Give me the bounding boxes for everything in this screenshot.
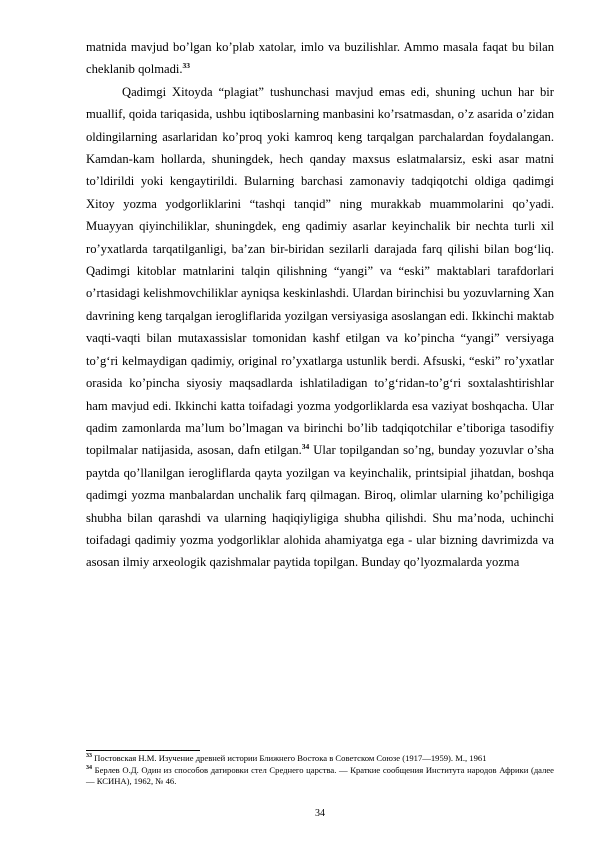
footnote-ref: 33	[182, 61, 191, 71]
document-page	[86, 0, 554, 842]
paragraph-text: Qadimgi Xitoyda “plagiat” tushunchasi mavjud emas edi, shuning uchun har bir muallif, qoida tariqasida, ushbu iqtiboslarning manbasini ko’rsatmasdan, o’z asarida o’zidan oldingilarning asarlaridan ko’proq yoki kamroq keng tarqalgan parchalardan foydalangan. Kamdan-kam hollarda, shuningdek, hech qanday maxsus eslatmalarsiz, eski asar matni to’ldirildi yoki kengaytirildi. Bularning barchasi zamonaviy tadqiqotchi oldiga qadimgi Xitoy yozma yodgorliklarini “tashqi tanqid” ning murakkab muammolarini qo’yadi. Muayyan qiyinchiliklar, shuningdek, eng qadimiy asarlar keyinchalik bir nechta turli xil ro’yxatlarda tarqatilganligi, ba’zan bir-biridan sezilarli darajada farq qilishi bilan bog‘liq. Qadimgi kitoblar matnlarini talqin qilishning “yangi” va “eski” maktablari tarafdorlari o’rtasidagi kelishmovchiliklar ayniqsa keskinlashdi. Ulardan birinchisi bu yozuvlarning Xan davrining keng tarqalgan ierogliflarida yozilgan versiyasiga asoslangan edi. Ikkinchi maktab vaqti-vaqti bilan mutaxassislar tomonidan kashf etilgan va ko’pincha “yangi” versiyaga to’g‘ri kelmaydigan qadimiy, original ro’yxatlarga ustunlik berdi. Afsuski, “eski” ro’yxatlar orasida ko’pincha siyosiy maqsadlarda ishlatiladigan to’g‘ridan-to’g‘ri soxtalashtirishlar ham mavjud edi. Ikkinchi katta toifadagi yozma yodgorliklarda esa vaziyat boshqacha. Ular qadim zamonlarda ma’lum bo’lmagan va birinchi bo’lib tadqiqotchilar e’tiboriga tasodifiy topilmalar natijasida, asosan, dafn etilgan.	[86, 84, 554, 458]
footnote-number: 34	[86, 764, 92, 771]
paragraph-text: Ular topilgandan so’ng, bunday yozuvlar o’sha paytda qo’llanilgan ierogliflarda qayta yozilgan va keyinchalik, printsipial jihatdan, boshqa qadimgi yozma manbalardan unchalik farq qilmagan. Biroq, olimlar ularning ko’pchiligiga shubha bilan qarashdi va ularning haqiqiyligiga shubha qilishdi. Shu ma’noda, uchinchi toifadagi qadimiy yozma yodgorliklar alohida ahamiyatga ega - ular bizning davrimizda va asosan ilmiy arxeologik qazishmalar paytida topilgan. Bunday qo’lyozmalarda yozma	[86, 443, 555, 570]
footnote	[86, 753, 554, 765]
footnote-separator	[86, 750, 200, 751]
paragraph	[86, 81, 554, 574]
paragraph	[86, 36, 554, 81]
body-text	[86, 36, 554, 574]
footnotes	[86, 753, 554, 788]
paragraph-text: matnida mavjud bo’lgan ko’plab xatolar, imlo va buzilishlar. Ammo masala faqat bu bilan cheklanib qolmadi.	[86, 40, 554, 77]
footnote-ref: 34	[301, 442, 310, 452]
footnote-number: 33	[86, 753, 92, 760]
page-number: 34	[315, 808, 325, 819]
footnote-text: Постовская Н.М. Изучение древней истории Ближнего Востока в Советском Союзе (1917—1959). М., 1961	[92, 753, 487, 763]
footnote-text: Берлев О.Д. Один из способов датировки стел Среднего царства. — Краткие сообщения Института народов Африки (далее — КСИНА), 1962, № 46.	[86, 764, 554, 787]
footnote	[86, 765, 554, 788]
